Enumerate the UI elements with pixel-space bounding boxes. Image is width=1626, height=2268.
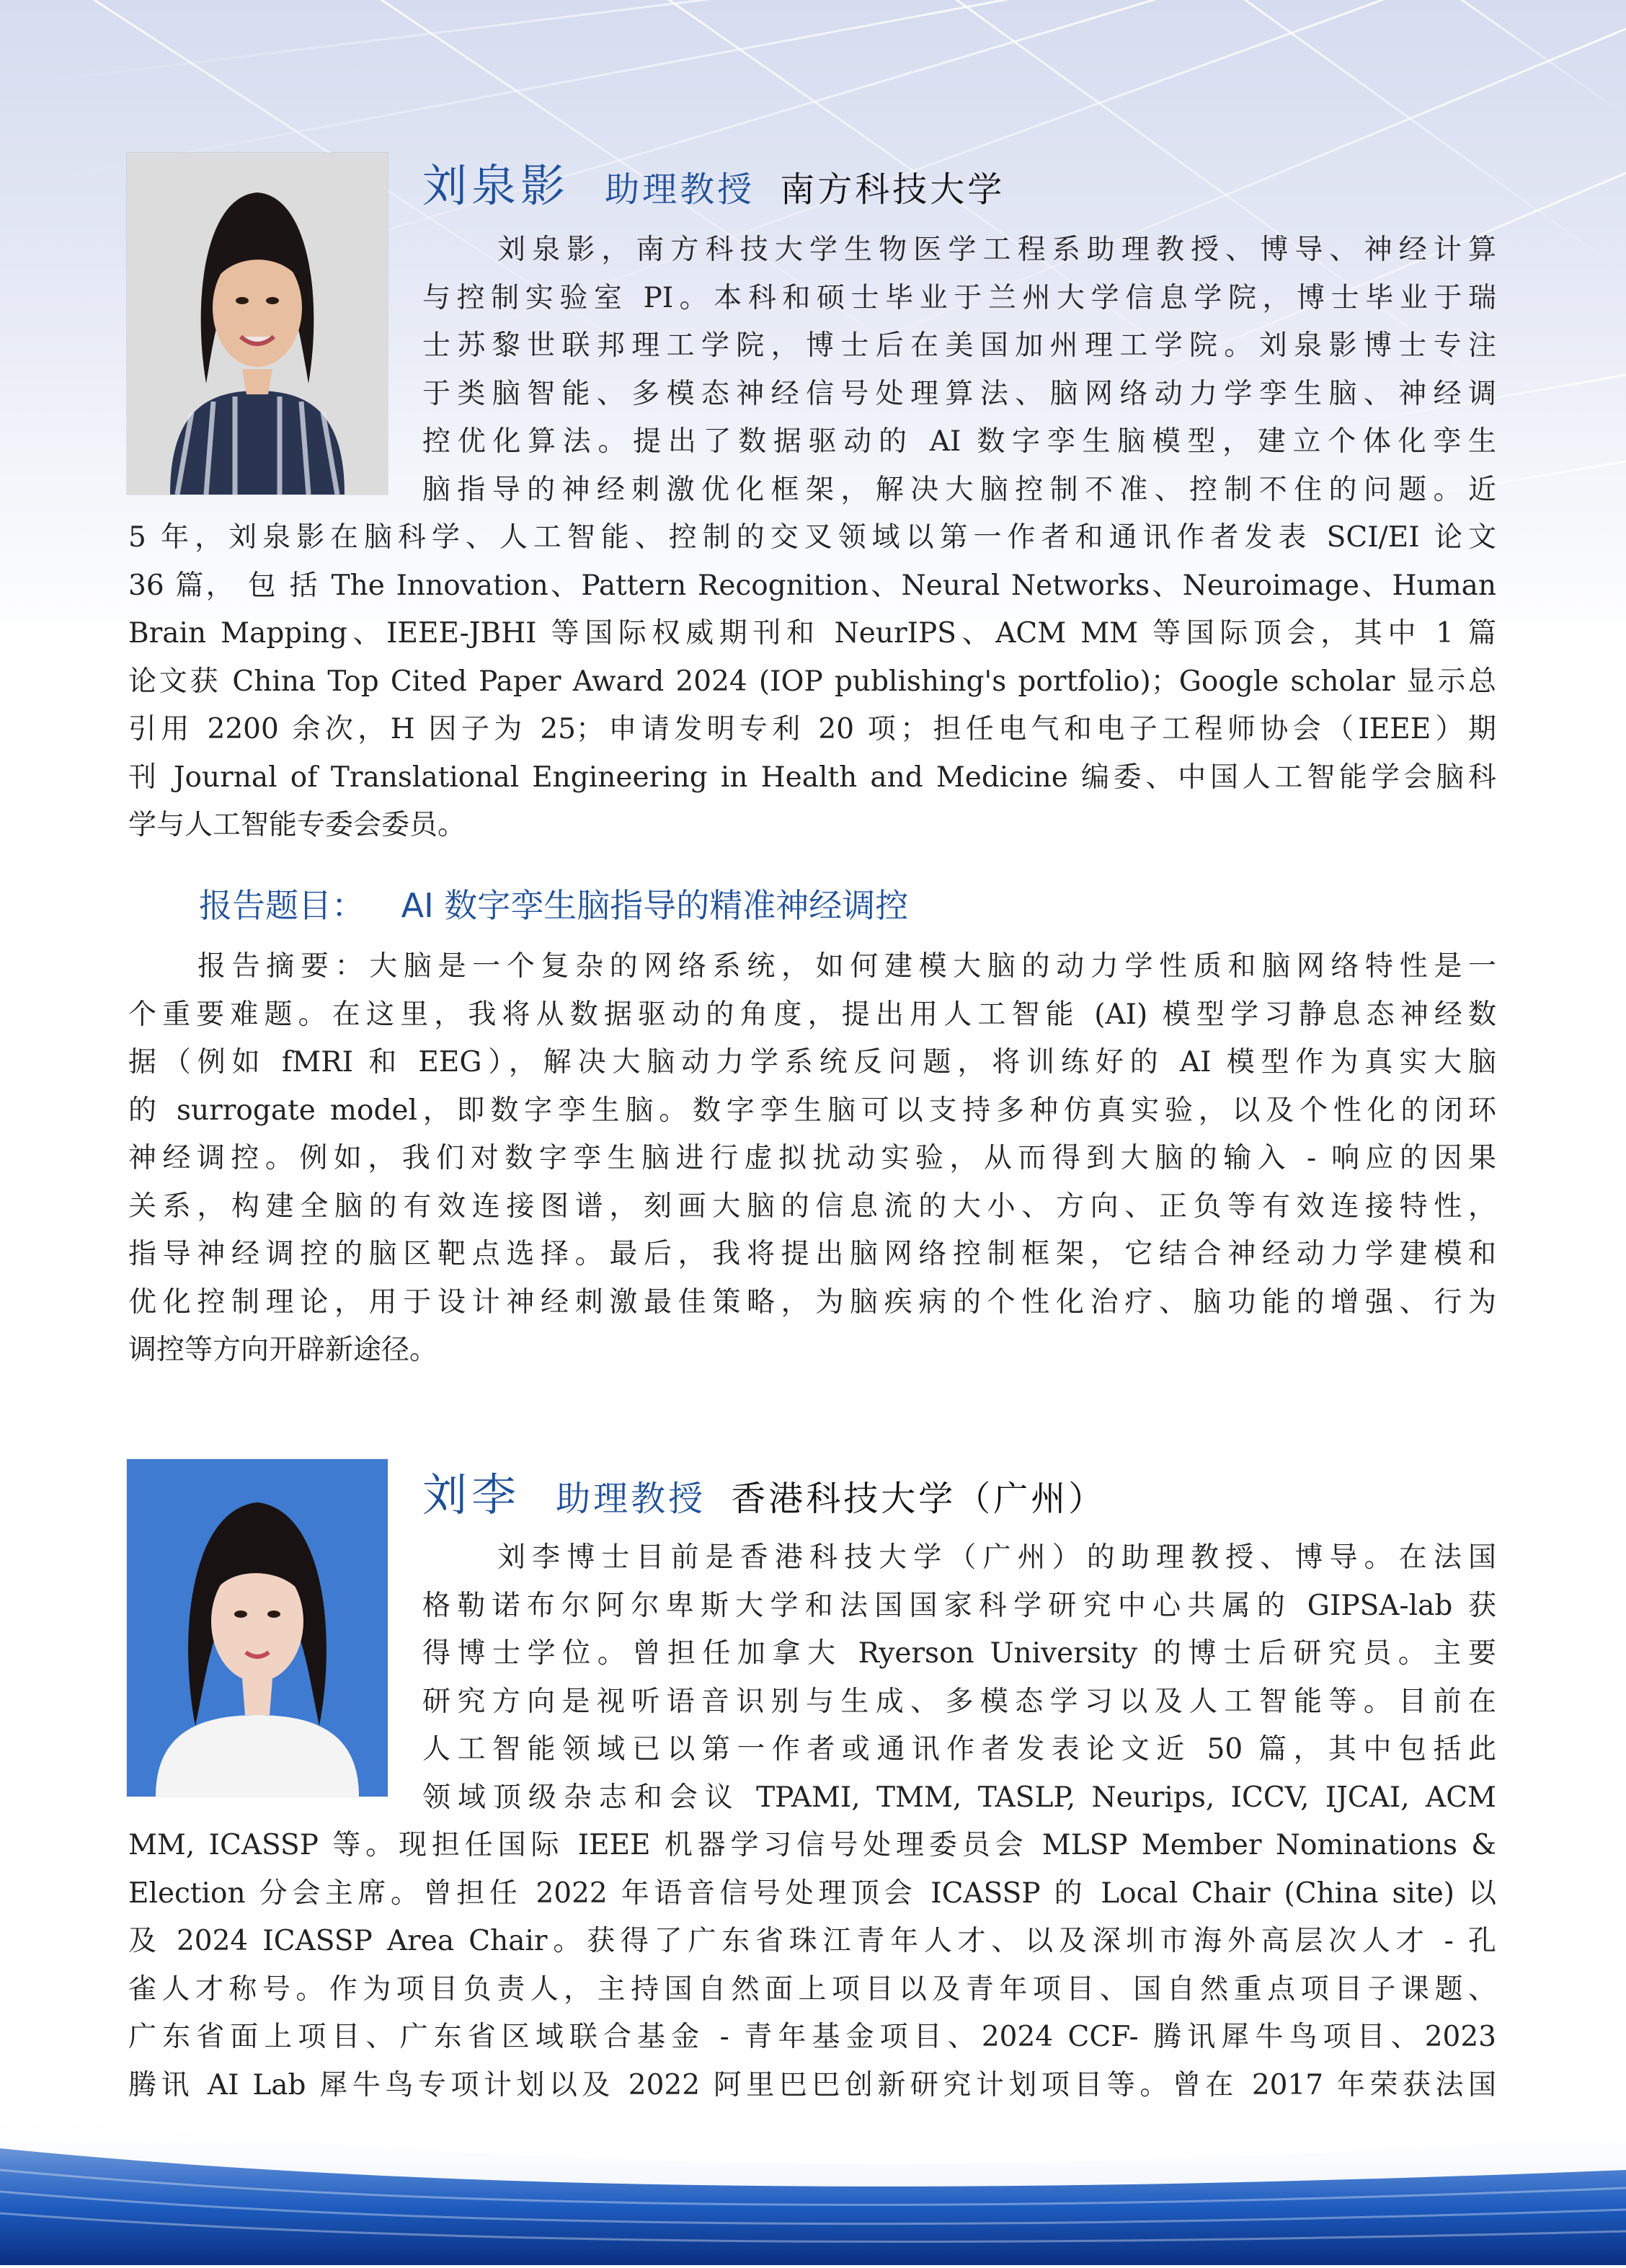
abstract-line: 据（例如 fMRI 和 EEG），解决大脑动力学系统反问题，将训练好的 AI 模型作为真实大脑 [128, 1046, 1496, 1078]
speaker-2-header [422, 1459, 1106, 1523]
bio-line: 人工智能领域已以第一作者或通讯作者发表论文近 50 篇，其中包括此 [422, 1733, 1496, 1766]
bio-line: 于类脑智能、多模态神经信号处理算法、脑网络动力学孪生脑、神经调 [422, 377, 1496, 410]
speaker-2-institution: 香港科技大学（广州） [731, 1479, 1106, 1519]
speaker-2-title: 助理教授 [556, 1479, 706, 1519]
speaker-1-header [422, 150, 1005, 214]
speaker-1-title: 助理教授 [605, 169, 755, 210]
bio-line: 得博士学位。曾担任加拿大 Ryerson University 的博士后研究员。主要 [422, 1637, 1496, 1670]
bio-line: 领域顶级杂志和会议 TPAMI, TMM, TASLP, Neurips, ICCV, IJCAI, ACM [422, 1781, 1496, 1814]
bio-line: 引用 2200 余次，H 因子为 25；申请发明专利 20 项；担任电气和电子工程师协会（IEEE）期 [128, 713, 1496, 745]
bio-line: 广东省面上项目、广东省区域联合基金 - 青年基金项目、2024 CCF- 腾讯犀牛鸟项目、2023 [128, 2021, 1496, 2053]
bio-line: 脑指导的神经刺激优化框架，解决大脑控制不准、控制不住的问题。近 [422, 473, 1496, 506]
abstract-line: 优化控制理论，用于设计神经刺激最佳策略，为脑疾病的个性化治疗、脑功能的增强、行为 [128, 1285, 1496, 1319]
abstract-line: 关系，构建全脑的有效连接图谱，刻画大脑的信息流的大小、方向、正负等有效连接特性， [128, 1190, 1496, 1223]
report-title-label: 报告题目： [199, 886, 365, 925]
abstract-line: 的 surrogate model，即数字孪生脑。数字孪生脑可以支持多种仿真实验，以及个性化的闭环 [128, 1094, 1496, 1127]
speaker-1-name: 刘泉影 [422, 159, 570, 212]
bio-line: MM, ICASSP 等。现担任国际 IEEE 机器学习信号处理委员会 MLSP Member Nominations & [128, 1829, 1496, 1861]
abstract-line: 调控等方向开辟新途径。 [128, 1334, 438, 1366]
bio-line: 研究方向是视听语音识别与生成、多模态学习以及人工智能等。目前在 [422, 1685, 1496, 1718]
bio-line: 格勒诺布尔阿尔卑斯大学和法国国家科学研究中心共属的 GIPSA-lab 获 [422, 1589, 1496, 1622]
bio-line: 论文获 China Top Cited Paper Award 2024 (IOP publishing's portfolio)；Google scholar 显示总 [128, 665, 1496, 698]
bio-line: 士苏黎世联邦理工学院，博士后在美国加州理工学院。刘泉影博士专注 [422, 329, 1496, 362]
bio-line: 雀人才称号。作为项目负责人，主持国自然面上项目以及青年项目、国自然重点项目子课题、 [128, 1972, 1496, 2006]
bio-line: 学与人工智能专委会委员。 [128, 809, 466, 841]
bio-line: 腾讯 AI Lab 犀牛鸟专项计划以及 2022 阿里巴巴创新研究计划项目等。曾在 2017 年荣获法国 [128, 2068, 1496, 2101]
footer-wave-decoration [0, 2091, 1626, 2265]
bio-line: 5 年，刘泉影在脑科学、人工智能、控制的交叉领域以第一作者和通讯作者发表 SCI/EI 论文 [128, 521, 1496, 554]
bio-line: Election 分会主席。曾担任 2022 年语音信号处理顶会 ICASSP 的 Local Chair (China site) 以 [128, 1877, 1496, 1910]
report-abstract [128, 943, 1496, 1375]
bio-line: Brain Mapping、IEEE-JBHI 等国际权威期刊和 NeurIPS、ACM MM 等国际顶会，其中 1 篇 [128, 617, 1496, 650]
abstract-line: 神经调控。例如，我们对数字孪生脑进行虚拟扰动实验，从而得到大脑的输入 - 响应的因果 [128, 1142, 1496, 1174]
bio-line: 刘李博士目前是香港科技大学（广州）的助理教授、博导。在法国 [497, 1541, 1496, 1574]
bio-line: 刊 Journal of Translational Engineering in Health and Medicine 编委、中国人工智能学会脑科 [128, 761, 1496, 794]
abstract-line: 指导神经调控的脑区靶点选择。最后，我将提出脑网络控制框架，它结合神经动力学建模和 [128, 1238, 1496, 1270]
abstract-line: 个重要难题。在这里，我将从数据驱动的角度，提出用人工智能 (AI) 模型学习静息态神经数 [128, 998, 1496, 1031]
speaker-2-name: 刘李 [422, 1469, 521, 1521]
speaker-1-institution: 南方科技大学 [780, 169, 1005, 210]
speaker-2-bio [128, 1534, 1496, 2109]
bio-line: 与控制实验室 PI。本科和硕士毕业于兰州大学信息学院，博士毕业于瑞 [422, 281, 1496, 314]
report-title-text: AI 数字孪生脑指导的精准神经调控 [401, 886, 909, 925]
bio-line: 刘泉影，南方科技大学生物医学工程系助理教授、博导、神经计算 [497, 234, 1496, 266]
bio-line: 及 2024 ICASSP Area Chair。获得了广东省珠江青年人才、以及深圳市海外高层次人才 - 孔 [128, 1925, 1496, 1957]
report-title [199, 880, 908, 927]
bio-line: 控优化算法。提出了数据驱动的 AI 数字孪生脑模型，建立个体化孪生 [422, 425, 1496, 458]
abstract-line: 报告摘要：大脑是一个复杂的网络系统，如何建模大脑的动力学性质和脑网络特性是一 [197, 950, 1496, 983]
speaker-1-bio [128, 226, 1496, 850]
bio-line: 36 篇， 包 括 The Innovation、Pattern Recognition、Neural Networks、Neuroimage、Human [128, 569, 1496, 602]
